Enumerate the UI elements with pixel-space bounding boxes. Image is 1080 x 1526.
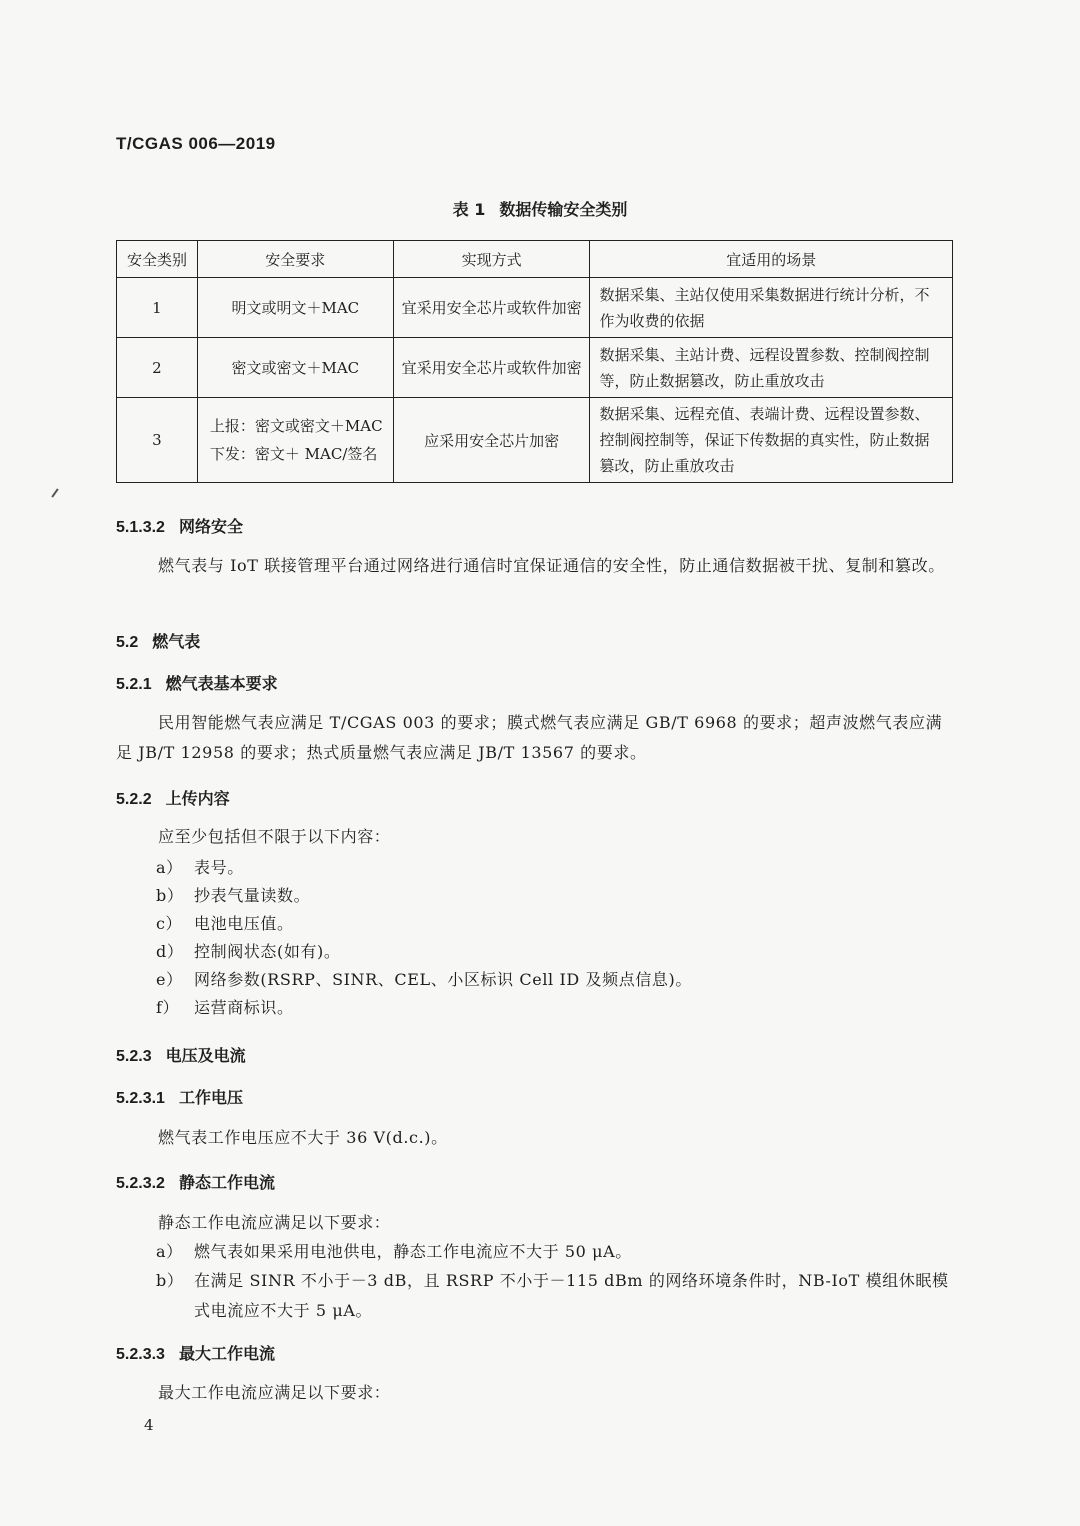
requirement-cell: 密文或密文＋MAC xyxy=(197,338,393,398)
list-marker: f） xyxy=(156,998,180,1017)
list-text: 抄表气量读数。 xyxy=(194,886,311,905)
scene-cell: 数据采集、远程充值、表端计费、远程设置参数、控制阀控制等，保证下传数据的真实性，防止数据篡改，防止重放攻击 xyxy=(590,398,953,483)
security-category-table xyxy=(116,240,953,483)
column-header: 实现方式 xyxy=(393,241,590,278)
table-row xyxy=(117,278,953,338)
list-item xyxy=(156,910,956,938)
method-cell: 应采用安全芯片加密 xyxy=(393,398,590,483)
section-heading xyxy=(116,1043,246,1066)
standard-code: T/CGAS 006—2019 xyxy=(116,134,276,153)
list-text: 表号。 xyxy=(194,858,244,877)
paragraph: 应至少包括但不限于以下内容： xyxy=(158,827,391,846)
list-item xyxy=(156,938,956,966)
list-text: 在满足 SINR 不小于－3 dB，且 RSRP 不小于－115 dBm 的网络环境条件时，NB-IoT 模组休眠模式电流应不大于 5 μA。 xyxy=(194,1271,949,1320)
column-header: 安全类别 xyxy=(117,241,198,278)
category-cell: 2 xyxy=(117,338,198,398)
category-cell: 1 xyxy=(117,278,198,338)
category-cell: 3 xyxy=(117,398,198,483)
section-title: 电压及电流 xyxy=(165,1048,246,1065)
section-heading xyxy=(116,1341,275,1364)
list-text: 电池电压值。 xyxy=(194,914,294,933)
paragraph: 最大工作电流应满足以下要求： xyxy=(158,1383,391,1402)
requirement-download: 下发：密文＋ MAC/签名 xyxy=(209,445,378,463)
list-item xyxy=(156,882,956,910)
page-number: 4 xyxy=(144,1416,154,1434)
list-marker: a） xyxy=(156,1242,183,1261)
list-marker: e） xyxy=(156,970,183,989)
section-number: 5.2.3.3 xyxy=(116,1346,165,1363)
section-title: 燃气表基本要求 xyxy=(165,676,278,693)
table-row xyxy=(117,398,953,483)
column-header: 安全要求 xyxy=(197,241,393,278)
list-marker: d） xyxy=(156,942,184,961)
method-cell: 宜采用安全芯片或软件加密 xyxy=(393,278,590,338)
table-header-row xyxy=(117,241,953,278)
list-text: 运营商标识。 xyxy=(194,998,294,1017)
section-number: 5.2.2 xyxy=(116,791,152,808)
section-number: 5.2.3 xyxy=(116,1048,152,1065)
list-item xyxy=(156,1266,956,1326)
paragraph: 燃气表工作电压应不大于 36 V(d.c.)。 xyxy=(158,1128,448,1147)
section-title: 工作电压 xyxy=(178,1090,243,1107)
list-item xyxy=(156,966,956,994)
section-title: 网络安全 xyxy=(178,519,243,536)
requirement-cell xyxy=(197,398,393,483)
section-heading xyxy=(116,671,278,694)
list-marker: b） xyxy=(156,886,184,905)
section-number: 5.2 xyxy=(116,634,139,651)
table-row xyxy=(117,338,953,398)
list-marker: a） xyxy=(156,858,183,877)
section-title: 燃气表 xyxy=(152,634,201,651)
section-number: 5.2.3.1 xyxy=(116,1090,165,1107)
list-text: 控制阀状态(如有)。 xyxy=(194,942,341,961)
section-heading xyxy=(116,629,200,652)
table-caption xyxy=(0,197,1080,220)
section-number: 5.2.3.2 xyxy=(116,1175,165,1192)
list-text: 燃气表如果采用电池供电，静态工作电流应不大于 50 μA。 xyxy=(194,1242,632,1261)
section-title: 最大工作电流 xyxy=(178,1346,275,1363)
list-marker: c） xyxy=(156,914,183,933)
scene-cell: 数据采集、主站仅使用采集数据进行统计分析，不作为收费的依据 xyxy=(590,278,953,338)
upload-content-list xyxy=(156,854,956,1022)
table-number: 表 1 xyxy=(452,200,486,219)
list-text: 网络参数(RSRP、SINR、CEL、小区标识 Cell ID 及频点信息)。 xyxy=(194,970,692,989)
list-item xyxy=(156,854,956,882)
section-heading xyxy=(116,514,243,537)
table-title: 数据传输安全类别 xyxy=(499,200,628,219)
column-header: 宜适用的场景 xyxy=(590,241,953,278)
section-number: 5.2.1 xyxy=(116,676,152,693)
method-cell: 宜采用安全芯片或软件加密 xyxy=(393,338,590,398)
section-heading xyxy=(116,1170,275,1193)
section-number: 5.1.3.2 xyxy=(116,519,165,536)
list-item xyxy=(156,994,956,1022)
paragraph: 民用智能燃气表应满足 T/CGAS 003 的要求；膜式燃气表应满足 GB/T 6968 的要求；超声波燃气表应满足 JB/T 12958 的要求；热式质量燃气表应满足 JB/T 13567 的要求。 xyxy=(116,713,943,762)
section-heading xyxy=(116,786,230,809)
list-item xyxy=(156,1238,956,1266)
requirement-upload: 上报：密文或密文＋MAC xyxy=(209,417,383,435)
list-marker: b） xyxy=(156,1271,184,1290)
scene-cell: 数据采集、主站计费、远程设置参数、控制阀控制等，防止数据篡改，防止重放攻击 xyxy=(590,338,953,398)
requirement-cell: 明文或明文＋MAC xyxy=(197,278,393,338)
static-current-list xyxy=(156,1238,956,1326)
section-title: 上传内容 xyxy=(165,791,230,808)
section-heading xyxy=(116,1085,243,1108)
section-title: 静态工作电流 xyxy=(178,1175,275,1192)
paragraph: 静态工作电流应满足以下要求： xyxy=(158,1213,391,1232)
scan-mark xyxy=(51,488,58,497)
paragraph: 燃气表与 IoT 联接管理平台通过网络进行通信时宜保证通信的安全性，防止通信数据被干扰、复制和篡改。 xyxy=(158,556,945,575)
